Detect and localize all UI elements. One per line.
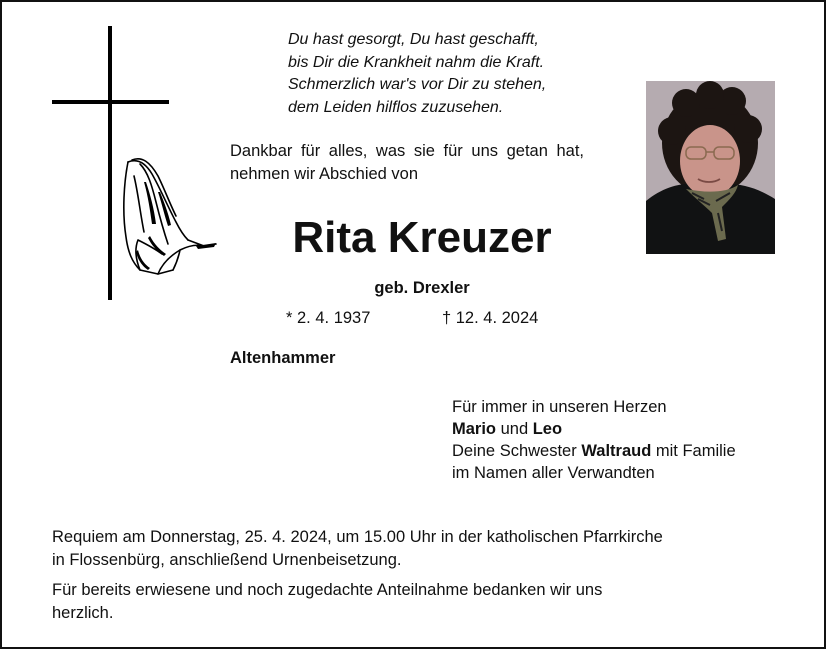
mourner-family: mit Familie — [651, 442, 736, 460]
thanks-notice — [52, 579, 772, 624]
requiem-line: Requiem am Donnerstag, 25. 4. 2024, um 15.00 Uhr in der katholischen Pfarrkirche — [52, 528, 663, 546]
poem-line: Schmerzlich war's vor Dir zu stehen, — [288, 76, 547, 93]
mourners-line-2 — [452, 418, 736, 440]
requiem-notice — [52, 526, 772, 571]
mourner-relation: Deine Schwester — [452, 442, 582, 460]
cross-vertical-bar — [108, 26, 112, 300]
praying-hands-icon — [118, 152, 218, 277]
mourner-name: Mario — [452, 420, 497, 438]
poem-line: Du hast gesorgt, Du hast geschafft, — [288, 31, 539, 48]
intro-text: Dankbar für alles, was sie für uns getan hat, nehmen wir Abschied von — [230, 142, 584, 183]
mourners-line-1: Für immer in unseren Herzen — [452, 398, 667, 416]
deceased-name: Rita Kreuzer — [292, 213, 552, 262]
mourners-block — [452, 396, 736, 484]
thanks-line: herzlich. — [52, 603, 114, 622]
residence-place: Altenhammer — [230, 349, 336, 367]
birth-date: * 2. 4. 1937 — [286, 309, 371, 327]
portrait-photo — [646, 81, 775, 254]
mourner-name: Waltraud — [581, 442, 652, 460]
thanks-line: Für bereits erwiesene und noch zugedachte Anteilnahme bedanken wir uns — [52, 581, 603, 599]
poem-line: bis Dir die Krankheit nahm die Kraft. — [288, 53, 545, 71]
mourners-line-4: im Namen aller Verwandten — [452, 464, 655, 482]
death-date: † 12. 4. 2024 — [442, 309, 539, 327]
portrait-image — [646, 81, 775, 254]
birth-name: geb. Drexler — [374, 279, 470, 297]
conjunction: und — [496, 420, 533, 438]
cross-horizontal-bar — [52, 100, 169, 104]
mourners-line-3 — [452, 440, 736, 462]
mourner-name: Leo — [532, 420, 563, 438]
poem-line: dem Leiden hilflos zuzusehen. — [288, 98, 504, 116]
poem — [288, 29, 546, 119]
requiem-line: in Flossenbürg, anschließend Urnenbeisetzung. — [52, 550, 402, 569]
